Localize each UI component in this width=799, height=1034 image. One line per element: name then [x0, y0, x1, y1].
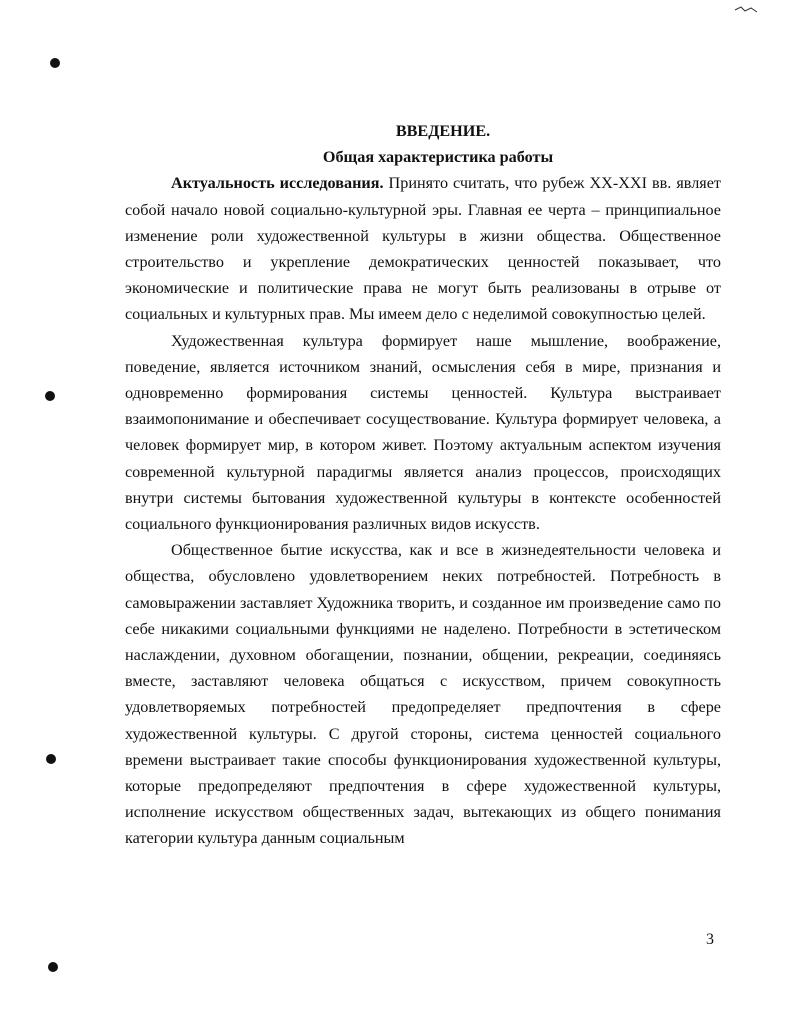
paragraph-text: Художественная культура формирует наше мышление, воображение, поведение, является источником знаний, осмысления себя в мире, признания и одновременно формирования системы ценностей. Культура выстраивает взаимопонимание и обеспечивает сосуществование. Культура формирует человека, а человек формирует мир, в котором живет. Поэтому актуальным аспектом изучения современной культурной парадигмы является анализ процессов, происходящих внутри системы бытования художественной культуры в контексте особенностей социального функционирования различных видов искусств.: [125, 331, 721, 534]
document-subtitle: Общая характеристика работы: [322, 148, 554, 167]
binder-hole-mark: [48, 962, 58, 972]
binder-hole-mark: [45, 391, 55, 401]
page-number: 3: [706, 931, 714, 948]
scan-artifact-mark: [733, 4, 763, 14]
binder-hole-mark: [50, 58, 60, 68]
document-title: ВВЕДЕНИЕ.: [395, 122, 491, 140]
paragraph-3: [125, 537, 721, 851]
paragraph-text: Общественное бытие искусства, как и все в жизнедеятельности человека и общества, обусловлено удовлетворением неких потребностей. Потребность в самовыражении заставляет Художника творить, и созданное им произведение само по себе никакими социальными функциями не наделено. Потребности в эстетическом наслаждении, духовном обогащении, познании, общении, рекреации, соединяясь вместе, заставляют человека общаться с искусством, причем совокупность удовлетворяемых потребностей предопределяет предпочтения в сфере художественной культуры. С другой стороны, система ценностей социального времени выстраивает такие способы функционирования художественной культуры, которые предопределяют предпочтения в сфере художественной культуры, исполнение искусством общественных задач, вытекающих из общего понимания категории культура данным социальным: [125, 541, 721, 848]
paragraph-lead: Актуальность исследования.: [171, 174, 384, 193]
paragraph-1: [125, 170, 721, 327]
binder-hole-mark: [46, 754, 56, 764]
paragraph-2: [125, 328, 721, 538]
document-body: [125, 118, 721, 852]
paragraph-text: Принято считать, что рубеж XX-XXI вв. являет собой начало новой социально-культурной эры. Главная ее черта – принципиальное изменение роли художественной культуры в жизни общества. Общественное строительство и укрепление демократических ценностей показывает, что экономические и политические права не могут быть реализованы в отрыве от социальных и культурных прав. Мы имеем дело с неделимой совокупностью целей.: [125, 174, 721, 324]
